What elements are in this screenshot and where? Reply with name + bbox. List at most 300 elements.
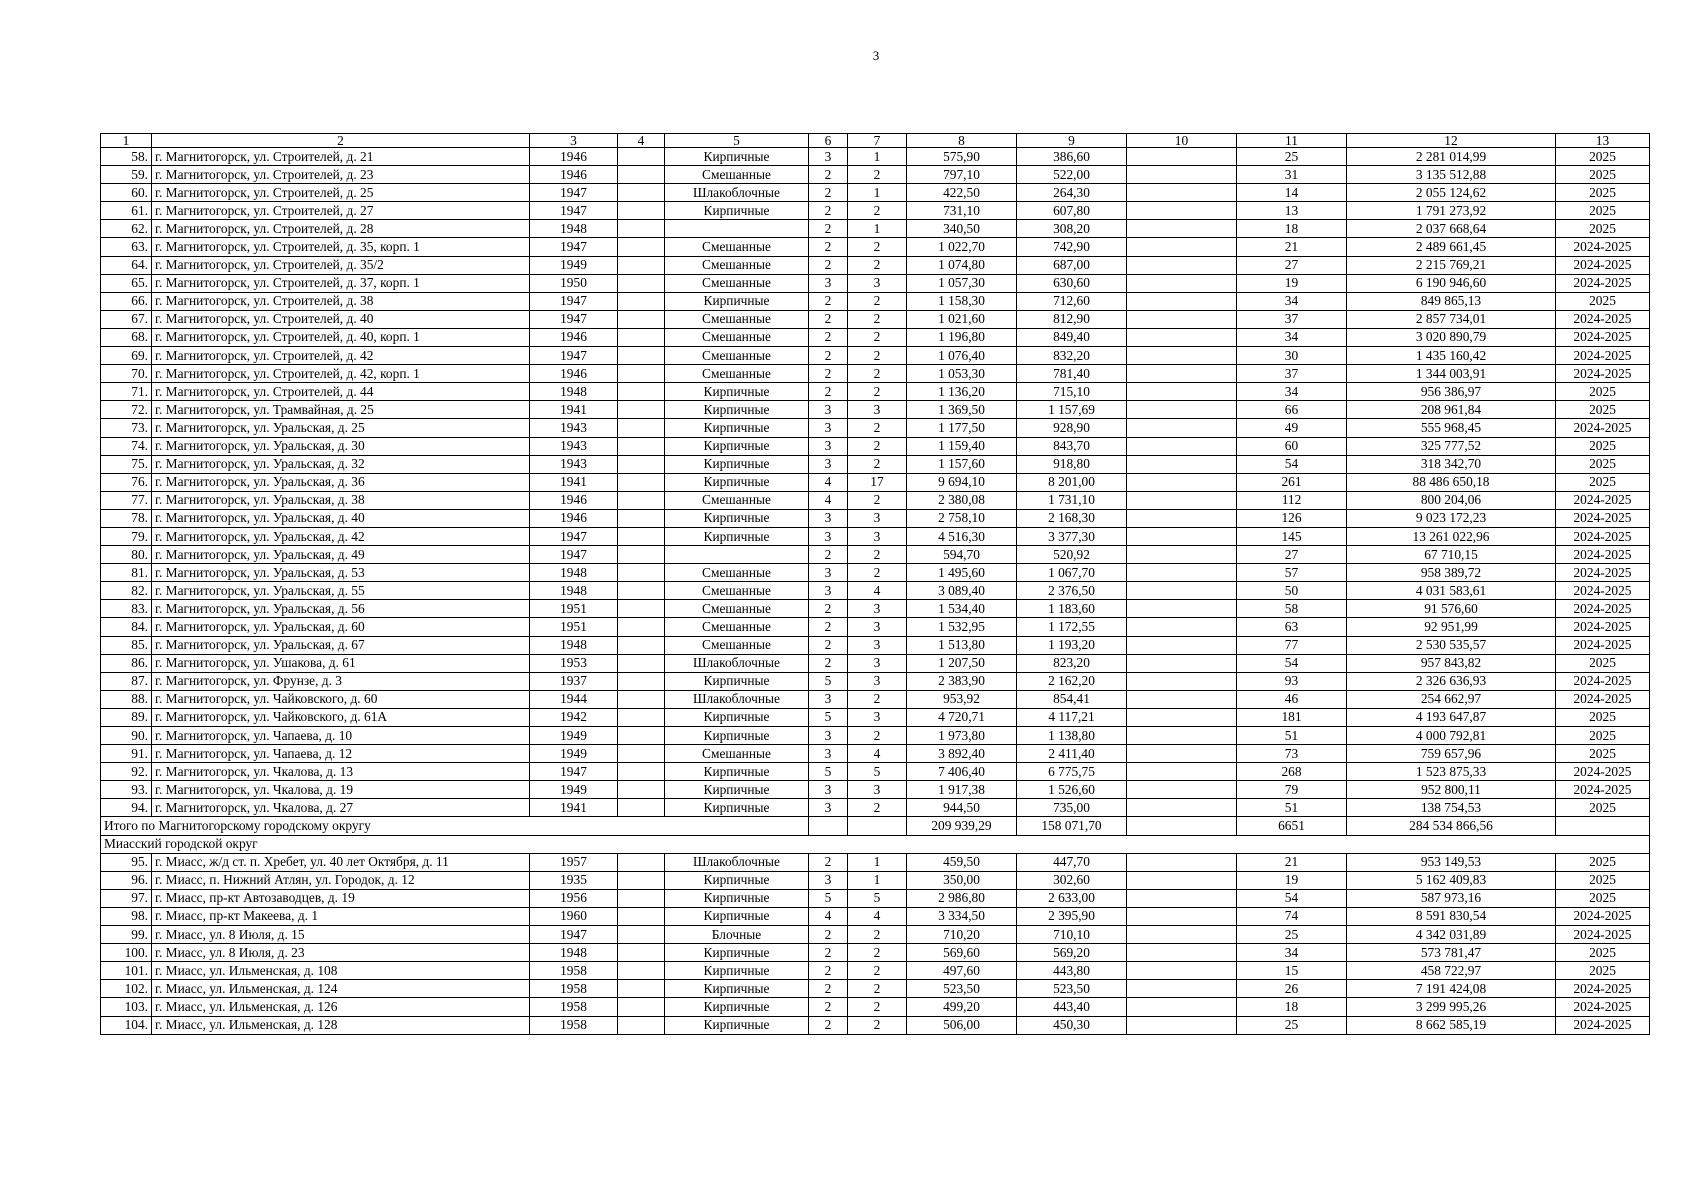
repair-period-cell: 2025 [1556, 292, 1650, 310]
residents-cell: 21 [1237, 238, 1347, 256]
repair-period-cell: 2025 [1556, 654, 1650, 672]
col-4-cell [618, 600, 665, 618]
repair-period-cell: 2024-2025 [1556, 618, 1650, 636]
entrances-cell: 2 [848, 202, 907, 220]
residents-cell: 66 [1237, 401, 1347, 419]
col-10-cell [1127, 365, 1237, 383]
year-built-cell: 1949 [530, 781, 618, 799]
residents-cell: 58 [1237, 600, 1347, 618]
total-area-cell: 4 516,30 [907, 527, 1017, 545]
address-cell: г. Миасс, ул. Ильменская, д. 108 [152, 962, 530, 980]
entrances-cell: 3 [848, 672, 907, 690]
address-cell: г. Магнитогорск, ул. Уральская, д. 67 [152, 636, 530, 654]
living-area-cell: 302,60 [1017, 871, 1127, 889]
repair-period-cell: 2025 [1556, 853, 1650, 871]
year-built-cell: 1941 [530, 799, 618, 817]
floors-cell: 3 [809, 455, 848, 473]
repair-period-cell: 2025 [1556, 455, 1650, 473]
repair-cost-cell: 958 389,72 [1347, 564, 1556, 582]
address-cell: г. Магнитогорск, ул. Чкалова, д. 13 [152, 763, 530, 781]
year-built-cell: 1948 [530, 564, 618, 582]
entrances-cell: 4 [848, 582, 907, 600]
column-header-7: 7 [848, 134, 907, 148]
residents-cell: 181 [1237, 708, 1347, 726]
col-10-cell [1127, 455, 1237, 473]
table-row [101, 799, 1650, 817]
total-area-cell: 594,70 [907, 546, 1017, 564]
table-row [101, 618, 1650, 636]
entrances-cell: 2 [848, 491, 907, 509]
wall-material-cell: Кирпичные [665, 998, 809, 1016]
col-4-cell [618, 1016, 665, 1034]
year-built-cell: 1949 [530, 727, 618, 745]
col-10-cell [1127, 383, 1237, 401]
repair-cost-cell: 2 281 014,99 [1347, 148, 1556, 166]
address-cell: г. Магнитогорск, ул. Строителей, д. 27 [152, 202, 530, 220]
row-number-cell: 104. [101, 1016, 152, 1034]
row-number-cell: 78. [101, 509, 152, 527]
table-row [101, 292, 1650, 310]
residents-cell: 112 [1237, 491, 1347, 509]
floors-cell: 3 [809, 871, 848, 889]
floors-cell: 3 [809, 745, 848, 763]
table-row [101, 944, 1650, 962]
column-header-11: 11 [1237, 134, 1347, 148]
year-built-cell: 1944 [530, 690, 618, 708]
row-number-cell: 74. [101, 437, 152, 455]
address-cell: г. Магнитогорск, ул. Уральская, д. 53 [152, 564, 530, 582]
table-row [101, 184, 1650, 202]
total-row [101, 817, 1650, 835]
year-built-cell: 1946 [530, 328, 618, 346]
floors-cell: 2 [809, 926, 848, 944]
wall-material-cell: Шлакоблочные [665, 690, 809, 708]
table-row [101, 654, 1650, 672]
year-built-cell: 1953 [530, 654, 618, 672]
table-row [101, 328, 1650, 346]
living-area-cell: 264,30 [1017, 184, 1127, 202]
col-4-cell [618, 455, 665, 473]
year-built-cell: 1947 [530, 310, 618, 328]
repair-period-cell: 2024-2025 [1556, 546, 1650, 564]
col-10-cell [1127, 889, 1237, 907]
total-area-cell: 1 022,70 [907, 238, 1017, 256]
address-cell: г. Магнитогорск, ул. Строителей, д. 44 [152, 383, 530, 401]
table-row [101, 781, 1650, 799]
total-area-cell: 1 534,40 [907, 600, 1017, 618]
col-10-cell [1127, 274, 1237, 292]
address-cell: г. Магнитогорск, ул. Уральская, д. 38 [152, 491, 530, 509]
table-row [101, 347, 1650, 365]
column-header-9: 9 [1017, 134, 1127, 148]
total-area-cell: 3 334,50 [907, 907, 1017, 925]
table-row [101, 871, 1650, 889]
living-area-cell: 781,40 [1017, 365, 1127, 383]
repair-period-cell: 2025 [1556, 166, 1650, 184]
wall-material-cell: Смешанные [665, 256, 809, 274]
col-10-cell [1127, 292, 1237, 310]
year-built-cell: 1960 [530, 907, 618, 925]
col-4-cell [618, 292, 665, 310]
living-area-cell: 4 117,21 [1017, 708, 1127, 726]
year-built-cell: 1948 [530, 582, 618, 600]
year-built-cell: 1935 [530, 871, 618, 889]
table-body [101, 148, 1650, 1035]
living-area-cell: 386,60 [1017, 148, 1127, 166]
repair-cost-cell: 2 055 124,62 [1347, 184, 1556, 202]
repair-cost-cell: 555 968,45 [1347, 419, 1556, 437]
total-floors-empty [809, 817, 848, 835]
row-number-cell: 62. [101, 220, 152, 238]
repair-period-cell: 2025 [1556, 871, 1650, 889]
entrances-cell: 5 [848, 763, 907, 781]
floors-cell: 2 [809, 546, 848, 564]
total-entrances-empty [848, 817, 907, 835]
table-row [101, 238, 1650, 256]
repair-period-cell: 2025 [1556, 401, 1650, 419]
total-area-cell: 575,90 [907, 148, 1017, 166]
address-cell: г. Магнитогорск, ул. Строителей, д. 42 [152, 347, 530, 365]
row-number-cell: 66. [101, 292, 152, 310]
residents-cell: 21 [1237, 853, 1347, 871]
address-cell: г. Миасс, ул. 8 Июля, д. 15 [152, 926, 530, 944]
repair-cost-cell: 6 190 946,60 [1347, 274, 1556, 292]
repair-period-cell: 2025 [1556, 944, 1650, 962]
living-area-cell: 1 172,55 [1017, 618, 1127, 636]
repair-period-cell: 2024-2025 [1556, 1016, 1650, 1034]
entrances-cell: 3 [848, 618, 907, 636]
floors-cell: 3 [809, 564, 848, 582]
row-number-cell: 73. [101, 419, 152, 437]
wall-material-cell: Смешанные [665, 600, 809, 618]
repair-cost-cell: 92 951,99 [1347, 618, 1556, 636]
residents-cell: 18 [1237, 998, 1347, 1016]
residents-cell: 37 [1237, 310, 1347, 328]
residents-cell: 145 [1237, 527, 1347, 545]
wall-material-cell: Кирпичные [665, 473, 809, 491]
repair-period-cell: 2024-2025 [1556, 256, 1650, 274]
column-header-10: 10 [1127, 134, 1237, 148]
wall-material-cell: Кирпичные [665, 437, 809, 455]
repair-period-cell: 2024-2025 [1556, 564, 1650, 582]
residents-cell: 51 [1237, 799, 1347, 817]
floors-cell: 3 [809, 527, 848, 545]
repair-cost-cell: 2 489 661,45 [1347, 238, 1556, 256]
year-built-cell: 1947 [530, 292, 618, 310]
repair-period-cell: 2024-2025 [1556, 328, 1650, 346]
total-period-empty [1556, 817, 1650, 835]
floors-cell: 3 [809, 274, 848, 292]
housing-registry-table [100, 133, 1650, 1035]
col-4-cell [618, 274, 665, 292]
floors-cell: 2 [809, 962, 848, 980]
repair-cost-cell: 4 193 647,87 [1347, 708, 1556, 726]
year-built-cell: 1958 [530, 998, 618, 1016]
table-row [101, 527, 1650, 545]
wall-material-cell: Кирпичные [665, 727, 809, 745]
col-4-cell [618, 889, 665, 907]
total-col-10-empty [1127, 817, 1237, 835]
row-number-cell: 64. [101, 256, 152, 274]
address-cell: г. Магнитогорск, ул. Трамвайная, д. 25 [152, 401, 530, 419]
floors-cell: 2 [809, 600, 848, 618]
wall-material-cell: Кирпичные [665, 383, 809, 401]
floors-cell: 3 [809, 799, 848, 817]
table-row [101, 274, 1650, 292]
living-area-cell: 1 183,60 [1017, 600, 1127, 618]
total-area-cell: 797,10 [907, 166, 1017, 184]
floors-cell: 2 [809, 1016, 848, 1034]
entrances-cell: 3 [848, 527, 907, 545]
column-header-12: 12 [1347, 134, 1556, 148]
wall-material-cell: Кирпичные [665, 944, 809, 962]
col-4-cell [618, 853, 665, 871]
entrances-cell: 2 [848, 256, 907, 274]
entrances-cell: 3 [848, 781, 907, 799]
living-area-cell: 443,40 [1017, 998, 1127, 1016]
entrances-cell: 3 [848, 509, 907, 527]
residents-cell: 268 [1237, 763, 1347, 781]
address-cell: г. Магнитогорск, ул. Строителей, д. 40, корп. 1 [152, 328, 530, 346]
row-number-cell: 67. [101, 310, 152, 328]
entrances-cell: 2 [848, 437, 907, 455]
col-4-cell [618, 564, 665, 582]
col-4-cell [618, 238, 665, 256]
wall-material-cell: Шлакоблочные [665, 184, 809, 202]
total-area-cell: 1 973,80 [907, 727, 1017, 745]
repair-period-cell: 2024-2025 [1556, 274, 1650, 292]
col-4-cell [618, 419, 665, 437]
entrances-cell: 3 [848, 600, 907, 618]
row-number-cell: 82. [101, 582, 152, 600]
row-number-cell: 88. [101, 690, 152, 708]
address-cell: г. Магнитогорск, ул. Ушакова, д. 61 [152, 654, 530, 672]
total-area-cell: 499,20 [907, 998, 1017, 1016]
repair-cost-cell: 2 037 668,64 [1347, 220, 1556, 238]
floors-cell: 2 [809, 853, 848, 871]
living-area-cell: 832,20 [1017, 347, 1127, 365]
entrances-cell: 2 [848, 455, 907, 473]
total-area-cell: 1 532,95 [907, 618, 1017, 636]
living-area-cell: 687,00 [1017, 256, 1127, 274]
repair-cost-cell: 8 591 830,54 [1347, 907, 1556, 925]
living-area-cell: 849,40 [1017, 328, 1127, 346]
residents-cell: 74 [1237, 907, 1347, 925]
entrances-cell: 2 [848, 944, 907, 962]
row-number-cell: 80. [101, 546, 152, 564]
total-area-cell: 1 917,38 [907, 781, 1017, 799]
repair-period-cell: 2025 [1556, 383, 1650, 401]
row-number-cell: 94. [101, 799, 152, 817]
repair-period-cell: 2024-2025 [1556, 926, 1650, 944]
repair-period-cell: 2024-2025 [1556, 907, 1650, 925]
living-area-cell: 712,60 [1017, 292, 1127, 310]
wall-material-cell: Смешанные [665, 238, 809, 256]
living-area-cell: 715,10 [1017, 383, 1127, 401]
col-4-cell [618, 763, 665, 781]
repair-period-cell: 2024-2025 [1556, 690, 1650, 708]
repair-period-cell: 2025 [1556, 437, 1650, 455]
floors-cell: 2 [809, 166, 848, 184]
address-cell: г. Магнитогорск, ул. Строителей, д. 40 [152, 310, 530, 328]
repair-cost-cell: 458 722,97 [1347, 962, 1556, 980]
repair-cost-cell: 759 657,96 [1347, 745, 1556, 763]
col-10-cell [1127, 636, 1237, 654]
residents-cell: 25 [1237, 148, 1347, 166]
entrances-cell: 2 [848, 292, 907, 310]
year-built-cell: 1941 [530, 473, 618, 491]
living-area-cell: 8 201,00 [1017, 473, 1127, 491]
living-area-cell: 450,30 [1017, 1016, 1127, 1034]
row-number-cell: 63. [101, 238, 152, 256]
address-cell: г. Магнитогорск, ул. Чкалова, д. 19 [152, 781, 530, 799]
living-area-cell: 607,80 [1017, 202, 1127, 220]
entrances-cell: 2 [848, 1016, 907, 1034]
repair-cost-cell: 325 777,52 [1347, 437, 1556, 455]
address-cell: г. Магнитогорск, ул. Уральская, д. 49 [152, 546, 530, 564]
col-10-cell [1127, 944, 1237, 962]
total-area-cell: 2 383,90 [907, 672, 1017, 690]
entrances-cell: 2 [848, 926, 907, 944]
entrances-cell: 2 [848, 564, 907, 582]
floors-cell: 5 [809, 672, 848, 690]
living-area-cell: 447,70 [1017, 853, 1127, 871]
row-number-cell: 58. [101, 148, 152, 166]
repair-period-cell: 2024-2025 [1556, 365, 1650, 383]
col-4-cell [618, 727, 665, 745]
col-4-cell [618, 799, 665, 817]
row-number-cell: 65. [101, 274, 152, 292]
col-10-cell [1127, 799, 1237, 817]
living-area-cell: 523,50 [1017, 980, 1127, 998]
total-area-cell: 1 021,60 [907, 310, 1017, 328]
col-10-cell [1127, 166, 1237, 184]
repair-period-cell: 2025 [1556, 148, 1650, 166]
living-area-cell: 928,90 [1017, 419, 1127, 437]
residents-cell: 73 [1237, 745, 1347, 763]
row-number-cell: 93. [101, 781, 152, 799]
repair-cost-cell: 67 710,15 [1347, 546, 1556, 564]
total-area-cell: 7 406,40 [907, 763, 1017, 781]
total-area-cell: 4 720,71 [907, 708, 1017, 726]
address-cell: г. Магнитогорск, ул. Чапаева, д. 10 [152, 727, 530, 745]
col-10-cell [1127, 202, 1237, 220]
entrances-cell: 1 [848, 148, 907, 166]
col-4-cell [618, 184, 665, 202]
floors-cell: 2 [809, 636, 848, 654]
entrances-cell: 2 [848, 365, 907, 383]
repair-period-cell: 2024-2025 [1556, 998, 1650, 1016]
col-10-cell [1127, 672, 1237, 690]
col-10-cell [1127, 401, 1237, 419]
wall-material-cell: Кирпичные [665, 708, 809, 726]
row-number-cell: 91. [101, 745, 152, 763]
row-number-cell: 92. [101, 763, 152, 781]
table-row [101, 907, 1650, 925]
repair-period-cell: 2025 [1556, 889, 1650, 907]
entrances-cell: 3 [848, 401, 907, 419]
residents-cell: 51 [1237, 727, 1347, 745]
residents-cell: 31 [1237, 166, 1347, 184]
wall-material-cell: Шлакоблочные [665, 654, 809, 672]
col-4-cell [618, 871, 665, 889]
repair-period-cell: 2025 [1556, 727, 1650, 745]
repair-cost-cell: 208 961,84 [1347, 401, 1556, 419]
col-10-cell [1127, 618, 1237, 636]
col-10-cell [1127, 926, 1237, 944]
address-cell: г. Миасс, ул. Ильменская, д. 128 [152, 1016, 530, 1034]
wall-material-cell: Кирпичные [665, 202, 809, 220]
living-area-cell: 2 376,50 [1017, 582, 1127, 600]
floors-cell: 4 [809, 907, 848, 925]
wall-material-cell: Кирпичные [665, 1016, 809, 1034]
repair-cost-cell: 4 031 583,61 [1347, 582, 1556, 600]
floors-cell: 2 [809, 310, 848, 328]
col-4-cell [618, 998, 665, 1016]
total-area-cell: 2 380,08 [907, 491, 1017, 509]
address-cell: г. Миасс, п. Нижний Атлян, ул. Городок, д. 12 [152, 871, 530, 889]
year-built-cell: 1943 [530, 455, 618, 473]
wall-material-cell: Блочные [665, 926, 809, 944]
total-area-cell: 3 089,40 [907, 582, 1017, 600]
row-number-cell: 61. [101, 202, 152, 220]
table-row [101, 546, 1650, 564]
column-header-2: 2 [152, 134, 530, 148]
table-row [101, 1016, 1650, 1034]
address-cell: г. Миасс, пр-кт Макеева, д. 1 [152, 907, 530, 925]
entrances-cell: 2 [848, 980, 907, 998]
table-row [101, 491, 1650, 509]
address-cell: г. Магнитогорск, ул. Строителей, д. 42, корп. 1 [152, 365, 530, 383]
repair-cost-cell: 9 023 172,23 [1347, 509, 1556, 527]
table-row [101, 564, 1650, 582]
living-area-cell: 2 411,40 [1017, 745, 1127, 763]
repair-cost-cell: 7 191 424,08 [1347, 980, 1556, 998]
living-area-cell: 742,90 [1017, 238, 1127, 256]
repair-period-cell: 2024-2025 [1556, 491, 1650, 509]
wall-material-cell: Кирпичные [665, 907, 809, 925]
living-area-cell: 3 377,30 [1017, 527, 1127, 545]
repair-period-cell: 2024-2025 [1556, 672, 1650, 690]
wall-material-cell: Кирпичные [665, 871, 809, 889]
residents-cell: 261 [1237, 473, 1347, 491]
row-number-cell: 75. [101, 455, 152, 473]
residents-cell: 27 [1237, 256, 1347, 274]
row-number-cell: 77. [101, 491, 152, 509]
row-number-cell: 86. [101, 654, 152, 672]
floors-cell: 5 [809, 763, 848, 781]
wall-material-cell: Смешанные [665, 365, 809, 383]
table-row [101, 582, 1650, 600]
row-number-cell: 68. [101, 328, 152, 346]
table-row [101, 166, 1650, 184]
living-area-cell: 710,10 [1017, 926, 1127, 944]
repair-period-cell: 2024-2025 [1556, 781, 1650, 799]
row-number-cell: 102. [101, 980, 152, 998]
wall-material-cell: Кирпичные [665, 527, 809, 545]
repair-cost-cell: 13 261 022,96 [1347, 527, 1556, 545]
floors-cell: 2 [809, 654, 848, 672]
total-area-cell: 1 136,20 [907, 383, 1017, 401]
col-10-cell [1127, 781, 1237, 799]
wall-material-cell: Кирпичные [665, 292, 809, 310]
total-cost: 284 534 866,56 [1347, 817, 1556, 835]
residents-cell: 18 [1237, 220, 1347, 238]
repair-cost-cell: 3 135 512,88 [1347, 166, 1556, 184]
repair-period-cell: 2025 [1556, 745, 1650, 763]
repair-cost-cell: 2 326 636,93 [1347, 672, 1556, 690]
floors-cell: 2 [809, 980, 848, 998]
